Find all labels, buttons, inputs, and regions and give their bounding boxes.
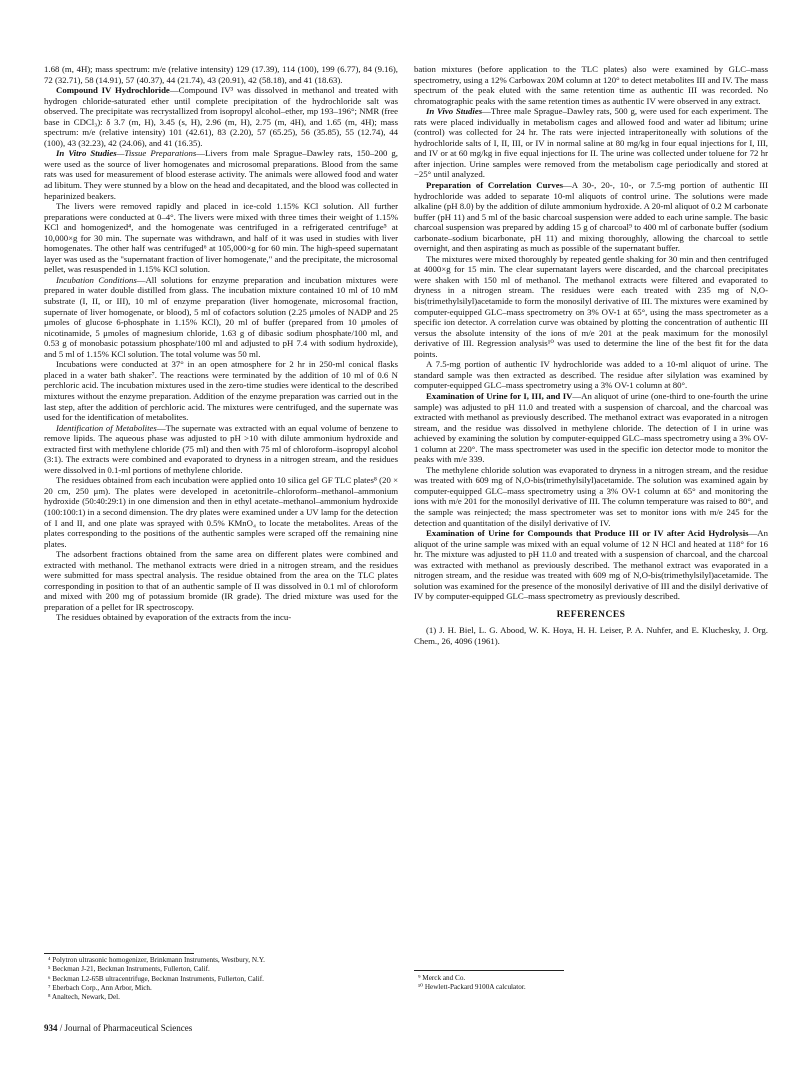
paragraph: bation mixtures (before application to the TLC plates) also were examined by GLC–mass spectrometry, using a 12% Carbowax 20M column at 120° to detect metabolites III and IV. The mass spectrum of the peak eluted with the same retention time as authentic III was recorded. No chromatographic peaks with the same retention times as authentic IV were observed in any extract. [414,64,768,106]
section-heading: Examination of Urine for I, III, and IV [426,390,573,401]
page-number: 934 [44,1023,58,1033]
paragraph [414,391,768,465]
section-heading: Compound IV Hydrochloride [56,85,170,96]
paragraph-text: —Compound IV³ was dissolved in methanol and treated with hydrogen chloride-saturated ether until complete precipitation of the hydrochloride salt was observed. The precipitate was recrystallized from isopropyl alcohol–ether, mp 193–196°; NMR (free base in CDCl₃): δ 3.7 (m, H), 3.45 (s, H), 2.96 (m, H), 2.75 (m, 4H), and 1.65 (m, 4H); mass spectrum: m/e (relative intensity) 101 (42.61), 83 (2.20), 57 (65.25), 56 (35.85), 55 (12.74), 44 (100), 43 (32.23), 42 (24.06), and 41 (16.35). [44,85,398,148]
footnote-rule [44,953,194,954]
paragraph [44,423,398,476]
paragraph: The residues obtained from each incubation were applied onto 10 silica gel GF TLC plates⁸ (20 × 20 cm, 250 μm). The plates were developed in acetonitrile–chloroform–methanol–ammonium hydroxide (50:40:29:1) in one dimension and then in ethyl acetate–methanol–ammonium hydroxide (100:100:1) in a second dimension. The dry plates were examined under a UV lamp for the detection of I and II, and one plate was sprayed with 0.5% KMnO₄ to locate the metabolites. Areas of the plates corresponding to the positions of the authentic samples were scraped off the remaining nine plates. [44,475,398,549]
paragraph: The mixtures were mixed thoroughly by repeated gentle shaking for 30 min and then centrifuged at 4000×g for 15 min. The clear supernatant layers were discarded, and the charcoal precipitates were shaken with 150 ml of methanol. The methanol extracts were filtered and evaporated to dryness in a nitrogen stream. The residues were each treated with 235 mg of N,O-bis(trimethylsilyl)acetamide to form the monosilyl derivative of III. The mixtures were examined by computer-equipped GLC–mass spectrometry on 3% OV-1 at 65°, using the mass spectrometer as a specific ion detector. A correlation curve was obtained by plotting the concentration of authentic III versus the absolute intensity of the ions of m/e 201 at the peak maximum for the monosilyl derivative of III. Regression analysis¹⁰ was used to determine the line of the best fit for the data points. [414,253,768,359]
paragraph: A 7.5-mg portion of authentic IV hydrochloride was added to a 10-ml aliquot of urine. The standard sample was then extracted as described. The residue after silylation was examined by computer-equipped GLC–mass spectrometry using a 3% OV-1 column at 80°. [414,359,768,391]
footnote-rule [414,970,564,971]
paragraph [414,180,768,254]
section-heading: Preparation of Correlation Curves [426,180,564,191]
footnote: ⁹ Merck and Co. [418,974,466,982]
footnote: ⁸ Analtech, Newark, Del. [48,993,120,1002]
paragraph-text: —An aliquot of urine (one-third to one-fourth the urine sample) was adjusted to pH 11.0 and treated with a suspension of charcoal, and the charcoal was extracted with methanol as previously described. The methanol extract was evaporated in a nitrogen stream, and the residue was dissolved in methylene chloride. The detection of I in urine was achieved by examining the solution by computer-equipped GLC–mass spectrometry using a 3% OV-1 column at 220°. The mass spectrometer was used in the specific ion detector mode to monitor the peaks with m/e 339. [414,390,768,465]
footnote: ⁴ Polytron ultrasonic homogenizer, Brinkmann Instruments, Westbury, N.Y. [48,956,265,964]
paragraph: 1.68 (m, 4H); mass spectrum: m/e (relative intensity) 129 (17.39), 114 (100), 199 (6.77), 84 (9.16), 72 (32.71), 58 (14.91), 57 (40.37), 44 (21.74), 43 (20.91), 42 (58.18), and 41 (18.63). [44,64,398,85]
references-heading: REFERENCES [556,609,626,620]
paragraph: The methylene chloride solution was evaporated to dryness in a nitrogen stream, and the residue was treated with 609 mg of N,O-bis(trimethylsilyl)acetamide. The solution was examined again by computer-equipped GLC–mass spectrometry using a 3% OV-1 column at 65° and monitoring the ions with m/e 201 for the monosilyl derivative of III. The column temperature was raised to 80°, and the sample was reinjected; the mass spectrometer was set to monitor ions with m/e 245 for the detection and quantitation of the disilyl derivative of IV. [414,464,768,528]
footnote: ⁷ Eberbach Corp., Ann Arbor, Mich. [48,983,152,992]
paragraph [44,275,398,359]
section-heading: In Vivo Studies [426,106,483,117]
paragraph-text: —An aliquot of the urine sample was mixed with an equal volume of 12 N HCl and heated at 118° for 16 hr. The mixture was adjusted to pH 11.0 and treated with a suspension of charcoal, and the charcoal was extracted with methanol as previously described. The methanol extract was evaporated in a nitrogen stream, and the residue was treated with 609 mg of N,O-bis(trimethylsilyl)acetamide. The solution was examined for the presence of the monosilyl derivative of III and the disilyl derivative of IV by computer-equipped GLC–mass spectrometry as previously described. [414,528,768,602]
footnote: ¹⁰ Hewlett-Packard 9100A calculator. [418,983,526,992]
subsection-heading: —Tissue Preparations [116,148,197,159]
paragraph [414,528,768,602]
paragraph-text: —The supernate was extracted with an equal volume of benzene to remove lipids. The aqueous phase was adjusted to pH >10 with dilute ammonium hydroxide and extracted first with methylene chloride (75 ml) and then with 75 ml of chloroform–isopropyl alcohol (3:1). The extracts were combined and evaporated to dryness in a nitrogen stream, and the residues were dissolved in 0.1-ml portions of methylene chloride. [44,422,399,475]
journal-name: / Journal of Pharmaceutical Sciences [57,1023,193,1033]
paragraph [44,85,398,148]
reference-item: (1) J. H. Biel, L. G. Abood, W. K. Hoya, H. H. Leiser, P. A. Nuhfer, and E. Kluchesky, J. Org. Chem., 26, 4096 (1961). [414,625,768,646]
paragraph: Incubations were conducted at 37° in an open atmosphere for 2 hr in 250-ml conical flasks placed in a water bath shaker⁷. The reactions were terminated by the addition of 10 ml of 0.6 N perchloric acid. The incubation mixtures used in the zero-time studies were identical to the described mixtures without the enzyme preparation. Addition of the enzyme preparation was carried out in the last step, after the addition of perchloric acid. The mixtures were centrifuged, and the supernate was used for the identification of metabolites. [44,359,398,423]
left-column [44,64,398,623]
paragraph: The residues obtained by evaporation of the extracts from the incu- [56,612,292,623]
subsection-heading: Incubation Conditions [56,274,137,285]
paragraph-text: —All solutions for enzyme preparation and incubation mixtures were prepared in water double distilled from glass. The incubation mixture contained 10 ml of 10 mM substrate (I, II, or III), 10 ml of enzyme preparation (liver homogenate, microsomal fraction, supernate of liver homogenate, or blood), 5 ml of cofactors solution (2.25 μmoles of NADP and 25 μmoles of glucose 6-phosphate in 1.15% KCl), 20 ml of buffer (prepared from 10 μmoles of nicotinamide, 5 μmoles of magnesium chloride, 1.63 g of dibasic sodium phosphate/100 ml, and 0.53 g of monobasic potassium phosphate/100 ml and adjusted to pH 7.4 with sodium hydroxide), and 5 ml of 1.15% KCl solution. The total volume was 50 ml. [44,274,398,359]
section-heading: In Vitro Studies [56,148,117,159]
right-column [414,64,768,647]
section-heading: Examination of Urine for Compounds that Produce III or IV after Acid Hydrolysis [426,528,749,539]
footnotes-left [48,956,398,1002]
page-footer [44,1023,192,1033]
paragraph [414,106,768,180]
footnote: ⁶ Beckman L2-65B ultracentrifuge, Beckman Instruments, Fullerton, Calif. [48,974,264,983]
paragraph [44,148,398,201]
paragraph-text: —Livers from male Sprague–Dawley rats, 150–200 g, were used as the source of liver homogenates and microsomal preparations. Blood from the same rats was used for measurement of blood esterase activity. The animals were allowed food and water ad libitum. They were stunned by a blow on the head and decapitated, and the blood was collected in heparinized beakers. [44,148,398,201]
footnote: ⁵ Beckman J-21, Beckman Instruments, Fullerton, Calif. [48,965,210,974]
paragraph-text: —Three male Sprague–Dawley rats, 500 g, were used for each experiment. The rats were placed individually in metabolism cages and allowed food and water ad libitum; urine (control) was collected for 24 hr. The rats were injected intraperitoneally with solutions of the hydrochloride salts of I, II, III, or IV in normal saline at 80 mg/kg in four equal injections for I, III, and IV or at 60 mg/kg in five equal injections for II. The urine was collected under toluene for 72 hr after injection. Urine samples were removed from the metabolism cage periodically and stored at −25° until analyzed. [414,106,768,180]
paragraph: The livers were removed rapidly and placed in ice-cold 1.15% KCl solution. All further preparations were conducted at 0–4°. The livers were mixed with three times their weight of 1.15% KCl and homogenized⁴, and the homogenate was centrifuged in a refrigerated centrifuge⁵ at 10,000×g for 30 min. The supernate was withdrawn, and half of it was used in studies with liver homogenates. The other half was centrifuged⁶ at 105,000×g for 60 min. The high-speed supernatant layer was used as the "supernatant fraction of liver homogenate," and the precipitate, the microsomal pellet, was resuspended in 1.15% KCl solution. [44,201,398,275]
paragraph: The adsorbent fractions obtained from the same area on different plates were combined and extracted with methanol. The methanol extracts were dried in a nitrogen stream, and the residues were submitted for mass spectral analysis. The residue obtained from the area on the TLC plates corresponding in position to that of an authentic sample of II was dissolved in 0.1 ml of chloroform and mixed with 200 mg of potassium bromide (IR grade). The dried mixture was used for the preparation of a pellet for IR spectroscopy. [44,549,398,612]
footnotes-right [418,974,768,993]
subsection-heading: Identification of Metabolites [56,422,157,433]
paragraph-text: —A 30-, 20-, 10-, or 7.5-mg portion of authentic III hydrochloride was added to separate 10-ml aliquots of control urine. The solutions were made alkaline (pH 8.0) by the addition of dilute ammonium hydroxide. A 20-ml aliquot of 0.2 M carbonate buffer (pH 11) and 5 ml of the basic charcoal suspension were added to each urine sample. The basic charcoal suspension was prepared by adding 15 g of charcoal⁹ to 400 ml of carbonate buffer (sodium carbonate–sodium bicarbonate, pH 11) and mixing thoroughly, allowing the charcoal to settle overnight, and then aspirating as much as possible of the supernatant buffer. [414,180,768,254]
